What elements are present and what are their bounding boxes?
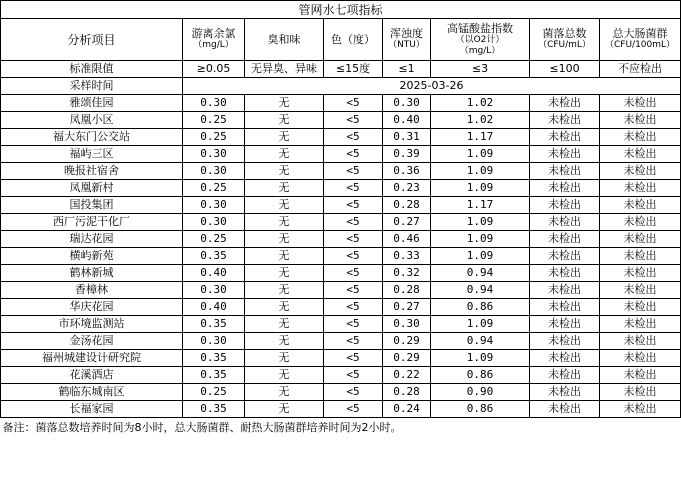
value-cell: 0.90 — [431, 384, 530, 401]
standard-value: ≤3 — [431, 61, 530, 78]
value-cell: 0.36 — [383, 163, 431, 180]
value-cell: 无 — [245, 180, 324, 197]
site-name-cell: 国投集团 — [1, 197, 183, 214]
table-row — [1, 282, 681, 299]
value-cell: 0.24 — [383, 401, 431, 418]
value-cell: 无 — [245, 214, 324, 231]
table-row — [1, 180, 681, 197]
value-cell: <5 — [324, 248, 383, 265]
value-cell: 0.40 — [183, 299, 245, 316]
value-cell: 未检出 — [530, 350, 600, 367]
value-cell: 未检出 — [530, 112, 600, 129]
table-row — [1, 333, 681, 350]
value-cell: 未检出 — [600, 265, 681, 282]
value-cell: 未检出 — [600, 95, 681, 112]
value-cell: 0.86 — [431, 367, 530, 384]
value-cell: 未检出 — [530, 163, 600, 180]
site-name-cell: 瑞达花园 — [1, 231, 183, 248]
value-cell: <5 — [324, 95, 383, 112]
value-cell: 无 — [245, 282, 324, 299]
value-cell: 0.31 — [383, 129, 431, 146]
value-cell: 0.29 — [383, 350, 431, 367]
value-cell: 0.33 — [383, 248, 431, 265]
header-colony-count: 菌落总数 （CFU/mL） — [530, 19, 600, 61]
value-cell: 未检出 — [600, 299, 681, 316]
value-cell: <5 — [324, 316, 383, 333]
value-cell: 无 — [245, 316, 324, 333]
standard-value: 无异臭、异味 — [245, 61, 324, 78]
value-cell: 未检出 — [600, 146, 681, 163]
value-cell: 未检出 — [600, 350, 681, 367]
value-cell: 0.25 — [183, 180, 245, 197]
table-title: 管网水七项指标 — [1, 1, 681, 19]
value-cell: 未检出 — [530, 248, 600, 265]
value-cell: 未检出 — [600, 112, 681, 129]
site-name-cell: 鹤林新城 — [1, 265, 183, 282]
standard-value: 不应检出 — [600, 61, 681, 78]
value-cell: 0.29 — [383, 333, 431, 350]
value-cell: 未检出 — [530, 384, 600, 401]
site-name-cell: 鹤临东城南区 — [1, 384, 183, 401]
value-cell: <5 — [324, 163, 383, 180]
value-cell: 无 — [245, 401, 324, 418]
site-name-cell: 长福家园 — [1, 401, 183, 418]
table-row — [1, 129, 681, 146]
value-cell: 1.09 — [431, 146, 530, 163]
table-row — [1, 401, 681, 418]
value-cell: <5 — [324, 350, 383, 367]
value-cell: 未检出 — [530, 214, 600, 231]
value-cell: 0.30 — [183, 163, 245, 180]
value-cell: 未检出 — [530, 299, 600, 316]
value-cell: 0.40 — [383, 112, 431, 129]
header-row — [1, 19, 681, 61]
value-cell: 未检出 — [530, 265, 600, 282]
value-cell: 未检出 — [600, 333, 681, 350]
value-cell: 0.46 — [383, 231, 431, 248]
value-cell: 未检出 — [530, 180, 600, 197]
value-cell: 无 — [245, 95, 324, 112]
value-cell: 无 — [245, 333, 324, 350]
value-cell: <5 — [324, 231, 383, 248]
value-cell: 0.32 — [383, 265, 431, 282]
value-cell: 1.09 — [431, 231, 530, 248]
value-cell: 未检出 — [530, 197, 600, 214]
value-cell: 无 — [245, 197, 324, 214]
table-row — [1, 231, 681, 248]
value-cell: 0.23 — [383, 180, 431, 197]
value-cell: 无 — [245, 231, 324, 248]
value-cell: 1.09 — [431, 350, 530, 367]
value-cell: 0.30 — [183, 214, 245, 231]
site-name-cell: 福大东门公交站 — [1, 129, 183, 146]
value-cell: 0.30 — [183, 197, 245, 214]
value-cell: 无 — [245, 129, 324, 146]
value-cell: 未检出 — [530, 401, 600, 418]
value-cell: 0.35 — [183, 316, 245, 333]
table-row — [1, 95, 681, 112]
header-turbidity: 浑浊度 （NTU） — [383, 19, 431, 61]
value-cell: 未检出 — [530, 231, 600, 248]
value-cell: 未检出 — [600, 248, 681, 265]
value-cell: 0.94 — [431, 265, 530, 282]
standard-value: ≤1 — [383, 61, 431, 78]
header-free-chlorine: 游离余氯 （mg/L） — [183, 19, 245, 61]
standard-label: 标准限值 — [1, 61, 183, 78]
site-name-cell: 市环境监测站 — [1, 316, 183, 333]
value-cell: <5 — [324, 214, 383, 231]
value-cell: <5 — [324, 384, 383, 401]
value-cell: 无 — [245, 350, 324, 367]
table-row — [1, 316, 681, 333]
value-cell: <5 — [324, 197, 383, 214]
standard-value: ≤100 — [530, 61, 600, 78]
value-cell: 无 — [245, 248, 324, 265]
value-cell: 未检出 — [530, 333, 600, 350]
value-cell: 1.02 — [431, 112, 530, 129]
header-color: 色（度） — [324, 19, 383, 61]
site-name-cell: 香樟林 — [1, 282, 183, 299]
value-cell: 无 — [245, 112, 324, 129]
value-cell: 0.94 — [431, 282, 530, 299]
value-cell: <5 — [324, 401, 383, 418]
value-cell: 0.28 — [383, 384, 431, 401]
header-odor: 臭和味 — [245, 19, 324, 61]
value-cell: 0.28 — [383, 197, 431, 214]
value-cell: <5 — [324, 129, 383, 146]
value-cell: 0.35 — [183, 350, 245, 367]
value-cell: 未检出 — [530, 316, 600, 333]
site-name-cell: 金汤花园 — [1, 333, 183, 350]
value-cell: 无 — [245, 384, 324, 401]
site-name-cell: 凤凰小区 — [1, 112, 183, 129]
site-name-cell: 福屿三区 — [1, 146, 183, 163]
value-cell: 0.86 — [431, 401, 530, 418]
header-permanganate: 高锰酸盐指数 （以O2计） （mg/L） — [431, 19, 530, 61]
value-cell: 未检出 — [600, 197, 681, 214]
value-cell: 未检出 — [530, 367, 600, 384]
table-row — [1, 299, 681, 316]
value-cell: 未检出 — [600, 129, 681, 146]
value-cell: 0.28 — [383, 282, 431, 299]
value-cell: 未检出 — [600, 180, 681, 197]
table-row — [1, 265, 681, 282]
site-name-cell: 福州城建设计研究院 — [1, 350, 183, 367]
site-name-cell: 华庆花园 — [1, 299, 183, 316]
value-cell: 未检出 — [600, 316, 681, 333]
value-cell: 0.27 — [383, 214, 431, 231]
site-name-cell: 西厂污泥干化厂 — [1, 214, 183, 231]
value-cell: 无 — [245, 299, 324, 316]
value-cell: <5 — [324, 282, 383, 299]
value-cell: 1.17 — [431, 197, 530, 214]
site-name-cell: 横屿新苑 — [1, 248, 183, 265]
value-cell: 1.02 — [431, 95, 530, 112]
standard-value: ≥0.05 — [183, 61, 245, 78]
value-cell: 无 — [245, 146, 324, 163]
value-cell: 0.30 — [383, 95, 431, 112]
value-cell: 未检出 — [600, 163, 681, 180]
value-cell: 0.30 — [183, 282, 245, 299]
value-cell: 未检出 — [600, 214, 681, 231]
value-cell: 0.86 — [431, 299, 530, 316]
site-name-cell: 晚报社宿舍 — [1, 163, 183, 180]
value-cell: 0.94 — [431, 333, 530, 350]
standard-row — [1, 61, 681, 78]
value-cell: 0.30 — [183, 333, 245, 350]
header-coliform: 总大肠菌群 （CFU/100mL） — [600, 19, 681, 61]
value-cell: 无 — [245, 265, 324, 282]
value-cell: 0.27 — [383, 299, 431, 316]
site-name-cell: 雅颂佳园 — [1, 95, 183, 112]
sampling-label: 采样时间 — [1, 78, 183, 95]
footnote-row — [1, 418, 681, 439]
table-row — [1, 350, 681, 367]
value-cell: 0.22 — [383, 367, 431, 384]
value-cell: 0.25 — [183, 129, 245, 146]
value-cell: 1.17 — [431, 129, 530, 146]
value-cell: 0.40 — [183, 265, 245, 282]
value-cell: 0.39 — [383, 146, 431, 163]
table-row — [1, 112, 681, 129]
value-cell: 0.35 — [183, 248, 245, 265]
value-cell: <5 — [324, 146, 383, 163]
header-item: 分析项目 — [1, 19, 183, 61]
value-cell: 未检出 — [600, 401, 681, 418]
value-cell: 1.09 — [431, 163, 530, 180]
value-cell: <5 — [324, 367, 383, 384]
footnote: 备注：菌落总数培养时间为8小时，总大肠菌群、耐热大肠菌群培养时间为2小时。 — [1, 418, 681, 439]
site-name-cell: 花溪酒店 — [1, 367, 183, 384]
value-cell: 未检出 — [600, 384, 681, 401]
value-cell: 0.35 — [183, 401, 245, 418]
value-cell: 未检出 — [530, 146, 600, 163]
table-row — [1, 163, 681, 180]
value-cell: <5 — [324, 265, 383, 282]
value-cell: 0.30 — [383, 316, 431, 333]
value-cell: 0.25 — [183, 112, 245, 129]
value-cell: 0.25 — [183, 231, 245, 248]
site-name-cell: 凤凰新村 — [1, 180, 183, 197]
value-cell: 1.09 — [431, 214, 530, 231]
value-cell: <5 — [324, 112, 383, 129]
value-cell: 0.35 — [183, 367, 245, 384]
value-cell: 0.25 — [183, 384, 245, 401]
value-cell: 未检出 — [530, 129, 600, 146]
table-row — [1, 197, 681, 214]
table-row — [1, 367, 681, 384]
table-row — [1, 214, 681, 231]
sampling-date: 2025-03-26 — [183, 78, 681, 95]
table-row — [1, 384, 681, 401]
table-row — [1, 248, 681, 265]
value-cell: 1.09 — [431, 316, 530, 333]
value-cell: 未检出 — [600, 231, 681, 248]
value-cell: 无 — [245, 367, 324, 384]
value-cell: 无 — [245, 163, 324, 180]
value-cell: 未检出 — [600, 367, 681, 384]
value-cell: <5 — [324, 180, 383, 197]
value-cell: 1.09 — [431, 248, 530, 265]
value-cell: 未检出 — [600, 282, 681, 299]
value-cell: <5 — [324, 333, 383, 350]
value-cell: <5 — [324, 299, 383, 316]
sampling-row — [1, 78, 681, 95]
standard-value: ≤15度 — [324, 61, 383, 78]
value-cell: 未检出 — [530, 282, 600, 299]
value-cell: 未检出 — [530, 95, 600, 112]
value-cell: 1.09 — [431, 180, 530, 197]
value-cell: 0.30 — [183, 95, 245, 112]
table-row — [1, 146, 681, 163]
value-cell: 0.30 — [183, 146, 245, 163]
